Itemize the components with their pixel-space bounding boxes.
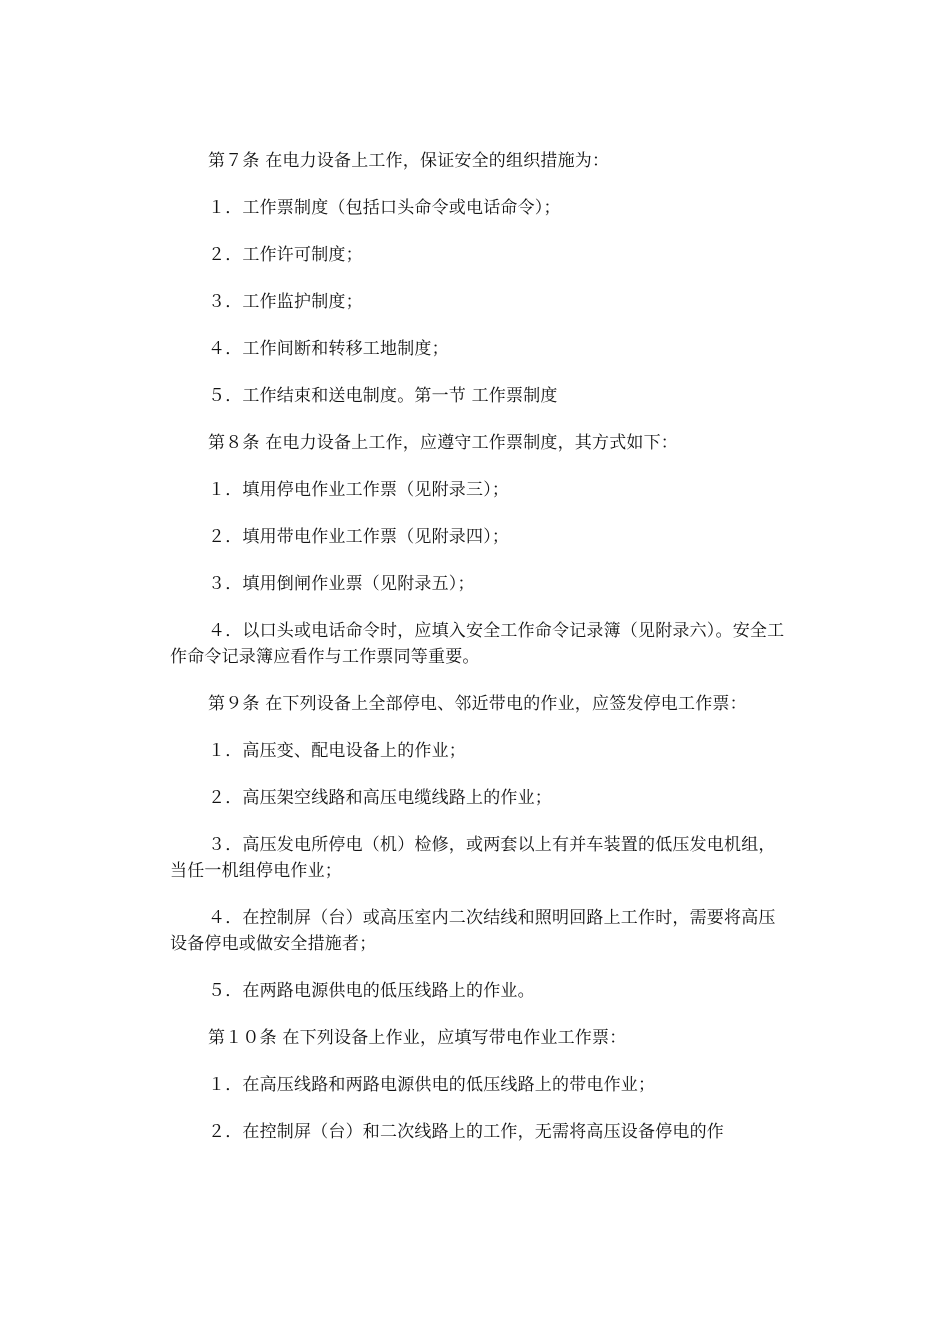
list-item: ５．在两路电源供电的低压线路上的作业。 xyxy=(208,981,535,1001)
list-item: ５．工作结束和送电制度。第一节 工作票制度 xyxy=(208,386,558,406)
list-item: ４．在控制屏（台）或高压室内二次结线和照明回路上工作时，需要将高压设备停电或做安全措施者； xyxy=(170,908,776,954)
list-item: ２．在控制屏（台）和二次线路上的工作，无需将高压设备停电的作 xyxy=(208,1122,724,1142)
list-item: ２．填用带电作业工作票（见附录四）； xyxy=(208,527,510,547)
article-9-heading: 第９条 在下列设备上全部停电、邻近带电的作业，应签发停电工作票： xyxy=(208,694,747,714)
list-item: １．在高压线路和两路电源供电的低压线路上的带电作业； xyxy=(208,1075,656,1095)
list-item: ２．高压架空线路和高压电缆线路上的作业； xyxy=(208,788,552,808)
list-item: １．高压变、配电设备上的作业； xyxy=(208,741,466,761)
list-item: ４．工作间断和转移工地制度； xyxy=(208,339,449,359)
list-item: ３．高压发电所停电（机）检修，或两套以上有并车装置的低压发电机组，当任一机组停电作业； xyxy=(170,835,776,881)
list-item: ４．以口头或电话命令时，应填入安全工作命令记录簿（见附录六）。安全工作命令记录簿应看作与工作票同等重要。 xyxy=(170,621,785,667)
list-item: ３．工作监护制度； xyxy=(208,292,363,312)
list-item: ２．工作许可制度； xyxy=(208,245,363,265)
article-10-heading: 第１０条 在下列设备上作业，应填写带电作业工作票： xyxy=(208,1028,627,1048)
article-8-heading: 第８条 在电力设备上工作，应遵守工作票制度，其方式如下： xyxy=(208,433,679,453)
list-item: １．填用停电作业工作票（见附录三）； xyxy=(208,480,510,500)
document-body xyxy=(170,148,785,1166)
article-7-heading: 第７条 在电力设备上工作，保证安全的组织措施为： xyxy=(208,151,610,171)
list-item: １．工作票制度（包括口头命令或电话命令）； xyxy=(208,198,561,218)
list-item: ３．填用倒闸作业票（见附录五）； xyxy=(208,574,475,594)
